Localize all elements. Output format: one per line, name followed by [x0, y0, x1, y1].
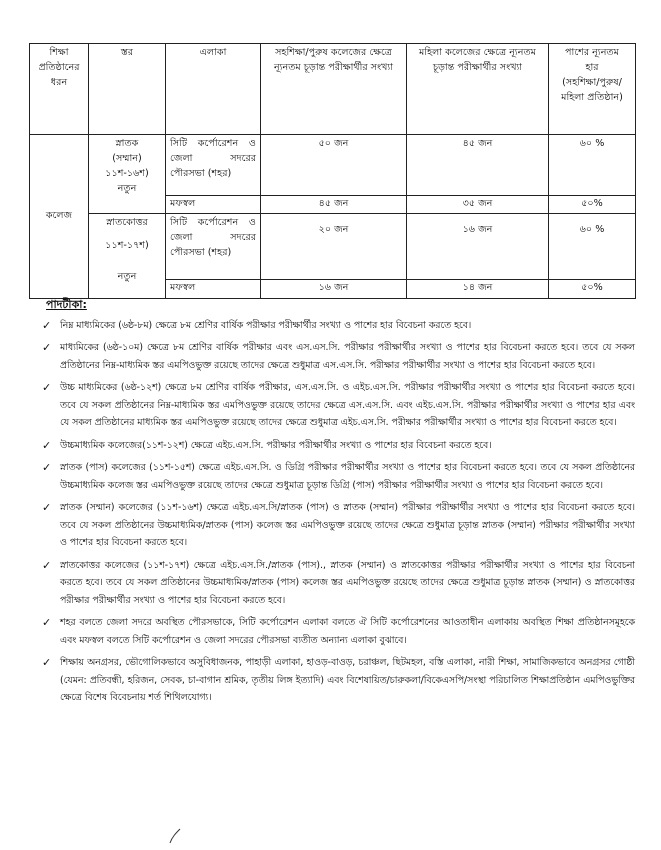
area-cell: সিটি কর্পোরেশন ও জেলা সদরের পৌরসভা (শহর) [166, 135, 261, 196]
footnote-text: শিক্ষায় অনগ্রসর, ভৌগোলিকভাবে অসুবিধাজনক, পাহাড়ী এলাকা, হাওড়-বাওড়, চরাঞ্চল, ছিটমহল, বস্তি এলাকা, নারী শিক্ষা, সামাজিকভাবে অনগ্রসর গোষ্ঠী (যেমন: প্রতিবন্ধী, হরিজন, সেবক, চা-বাগান শ্রমিক, তৃতীয় লিঙ্গ ইত্যাদি) এবং বিশেষায়িত/চারুকলা/বিকেএসপি/সংস্থা পরিচালিত শিক্ষাপ্রতিষ্ঠান এমপিওভুক্তির ক্ষেত্রে বিশেষ বিবেচনায় শর্ত শিথিলযোগ্য। [60, 657, 635, 703]
header-text: ধরন [50, 76, 68, 88]
level-text: ১১শ-১৬শ) [105, 167, 149, 179]
level-text: নতুন [117, 270, 137, 282]
pass-rate-cell: ৫০% [549, 196, 636, 214]
footnotes-title: পাদটীকা: [46, 298, 87, 311]
pass-rate-cell: ৬০ % [549, 135, 636, 196]
checkmark-icon: ✓ [42, 318, 52, 332]
footnote-text: স্নাতকোত্তর কলেজের (১১শ-১৭শ) ক্ষেত্রে এইচ.এস.সি./স্নাতক (পাস)., স্নাতক (সম্মান) ও স্নাতকোত্তর পরীক্ষার পরীক্ষার্থীর সংখ্যা ও পাশের হার বিবেচনা করতে হবে। তবে যে সকল প্রতিষ্ঠানের উচ্চমাধ্যমিক/স্নাতক (পাস) কলেজ স্তর এমপিওভুক্ত রয়েছে তাদের ক্ষেত্রে শুধুমাত্র চূড়ান্ত স্নাতক (সম্মান) ও স্নাতকোত্তর পরীক্ষার পরীক্ষার্থীর সংখ্যা ও পাশের হার বিবেচনা করতে হবে। [60, 559, 635, 606]
women-min-cell: ১৪ জন [407, 279, 549, 298]
checkmark-icon: ✓ [42, 501, 52, 514]
checkmark-icon: ✓ [42, 341, 52, 354]
checkmark-icon: ✓ [42, 381, 52, 394]
footnote-item [40, 339, 635, 374]
checkmark-icon: ✓ [42, 656, 52, 669]
footnote-item [40, 379, 635, 432]
footnote-item [40, 317, 635, 335]
header-area: এলাকা [166, 44, 261, 135]
footnote-text: স্নাতক (সম্মান) কলেজের (১১শ-১৬শ) ক্ষেত্রে এইচ.এস.সি/স্নাতক (পাস) ও স্নাতক (সম্মান) পরীক্ষার পরীক্ষার্থীর সংখ্যা ও পাশের হার বিবেচনা করতে হবে। তবে যে সকল প্রতিষ্ঠানের উচ্চমাধ্যমিক/স্নাতক (পাস) কলেজ স্তর এমপিওভুক্ত রয়েছে তাদের ক্ষেত্রে শুধুমাত্র চূড়ান্ত স্নাতক (সম্মান) পরীক্ষার পরীক্ষার্থীর সংখ্যা ও পাশের হার বিবেচনা করতে হবে। [60, 502, 635, 548]
pen-stroke-mark [168, 828, 182, 844]
header-text: পাশের ন্যূনতম [565, 47, 619, 58]
level-text: স্নাতক [115, 138, 139, 149]
footnotes-list [40, 317, 635, 707]
footnote-text: উচ্চ মাধ্যমিকের (৬ষ্ঠ-১২শ) ক্ষেত্রে ৮ম শ্রেণির বার্ষিক পরীক্ষার, এস.এস.সি. ও এইচ.এস.সি. পরীক্ষার পরীক্ষার্থীর সংখ্যা ও পাশের হার বিবেচনা করতে হবে। তবে যে সকল প্রতিষ্ঠানের নিম্ন-মাধ্যমিক স্তর এমপিওভুক্ত রয়েছে তাদের ক্ষেত্রে এস.এস.সি. এবং এইচ.এস.সি. পরীক্ষার পরীক্ষার্থীর সংখ্যা ও পাশের হার এবং যে সকল প্রতিষ্ঠানের মাধ্যমিক স্তর এমপিওভুক্ত রয়েছে তাদের ক্ষেত্রে শুধুমাত্র এইচ.এস.সি. পরীক্ষার পরীক্ষার্থীর সংখ্যা ও পাশের হার বিবেচনা করতে হবে। [60, 382, 635, 428]
women-min-cell: ৪৫ জন [407, 135, 549, 196]
coed-min-cell: ১৬ জন [261, 279, 407, 298]
level-text: নতুন [117, 182, 137, 194]
header-text: হার [585, 61, 599, 73]
header-women-min: মহিলা কলেজের ক্ষেত্রে ন্যূনতম চূড়ান্ত পরীক্ষার্থীর সংখ্যা [407, 44, 549, 135]
criteria-table [29, 43, 636, 299]
checkmark-icon: ✓ [42, 461, 52, 474]
area-cell: মফস্বল [166, 196, 261, 214]
header-pass-rate [549, 44, 636, 135]
header-text: মহিলা প্রতিষ্ঠান) [561, 91, 623, 103]
header-coed-min: সহশিক্ষা/পুরুষ কলেজের ক্ষেত্রে ন্যূনতম চূড়ান্ত পরীক্ষার্থীর সংখ্যা [261, 44, 407, 135]
institution-type-cell: কলেজ [30, 135, 89, 299]
checkmark-icon: ✓ [42, 438, 52, 452]
level-cell-honours [89, 135, 166, 214]
header-text: (সহশিক্ষা/পুরুষ/ [562, 76, 622, 88]
pass-rate-cell: ৫০% [549, 279, 636, 298]
header-institution-type [30, 44, 89, 135]
checkmark-icon: ✓ [42, 616, 52, 629]
area-cell: সিটি কর্পোরেশন ও জেলা সদরের পৌরসভা (শহর) [166, 213, 261, 279]
pass-rate-cell: ৬০ % [549, 213, 636, 279]
footnote-text: শহর বলতে জেলা সদরে অবস্থিত পৌরসভাকে, সিটি কর্পোরেশন এলাকা বলতে ঐ সিটি কর্পোরেশনের আওতাধীন এলাকায় অবস্থিত শিক্ষা প্রতিষ্ঠানসমূহকে এবং মফস্বল বলতে সিটি কর্পোরেশন ও জেলা সদরের পৌরসভা ব্যতীত অন্যান্য এলাকা বুঝাবে। [60, 617, 635, 646]
coed-min-cell: ৫০ জন [261, 135, 407, 196]
footnote-text: নিম্ন মাধ্যমিকের (৬ষ্ঠ-৮ম) ক্ষেত্রে ৮ম শ্রেণির বার্ষিক পরীক্ষার পরীক্ষার্থীর সংখ্যা ও পাশের হার বিবেচনা করতে হবে। [60, 319, 472, 331]
level-text: স্নাতকোত্তর [106, 216, 148, 228]
table-row [30, 213, 636, 279]
footnote-text: মাধ্যমিকের (৬ষ্ঠ-১০ম) ক্ষেত্রে ৮ম শ্রেণির বার্ষিক পরীক্ষার এবং এস.এস.সি. পরীক্ষার পরীক্ষার্থীর সংখ্যা ও পাশের হার বিবেচনা করতে হবে। তবে যে সকল প্রতিষ্ঠানের নিম্ন-মাধ্যমিক স্তর এমপিওভুক্ত রয়েছে তাদের ক্ষেত্রে শুধুমাত্র এস.এস.সি. পরীক্ষার পরীক্ষার্থীর সংখ্যা ও পাশের হার বিবেচনা করতে হবে। [60, 342, 635, 371]
checkmark-icon: ✓ [42, 558, 52, 572]
coed-min-cell: ২০ জন [261, 213, 407, 279]
table-header-row [30, 44, 636, 135]
footnote-text: স্নাতক (পাস) কলেজের (১১শ-১৫শ) ক্ষেত্রে এইচ.এস.সি. ও ডিগ্রি পরীক্ষার পরীক্ষার্থীর সংখ্যা ও পাশের হার বিবেচনা করতে হবে। তবে যে সকল প্রতিষ্ঠানের উচ্চমাধ্যমিক কলেজ স্তর এমপিওভুক্ত রয়েছে তাদের ক্ষেত্রে শুধুমাত্র চূড়ান্ত ডিগ্রি (পাস) পরীক্ষার পরীক্ষার্থীর সংখ্যা ও পাশের হার বিবেচনা করতে হবে। [60, 462, 635, 491]
level-text: (সম্মান) [112, 152, 142, 164]
footnote-item [40, 654, 635, 707]
header-level: স্তর [89, 44, 166, 135]
footnote-item [40, 614, 635, 649]
footnotes-section [40, 296, 635, 712]
footnote-item [40, 557, 635, 610]
footnote-item [40, 437, 635, 455]
footnote-item [40, 459, 635, 494]
women-min-cell: ১৬ জন [407, 213, 549, 279]
table-row [30, 135, 636, 196]
area-cell: মফস্বল [166, 279, 261, 298]
level-cell-masters [89, 213, 166, 298]
women-min-cell: ৩৫ জন [407, 196, 549, 214]
footnote-text: উচ্চমাধ্যমিক কলেজের(১১শ-১২শ) ক্ষেত্রে এইচ.এস.সি. পরীক্ষার পরীক্ষার্থীর সংখ্যা ও পাশের হার বিবেচনা করতে হবে। [60, 439, 492, 451]
footnote-item [40, 499, 635, 552]
coed-min-cell: ৪৫ জন [261, 196, 407, 214]
header-text: প্রতিষ্ঠানের [38, 61, 80, 73]
level-text: ১১শ-১৭শ) [105, 239, 149, 251]
header-text: শিক্ষা [49, 47, 69, 58]
